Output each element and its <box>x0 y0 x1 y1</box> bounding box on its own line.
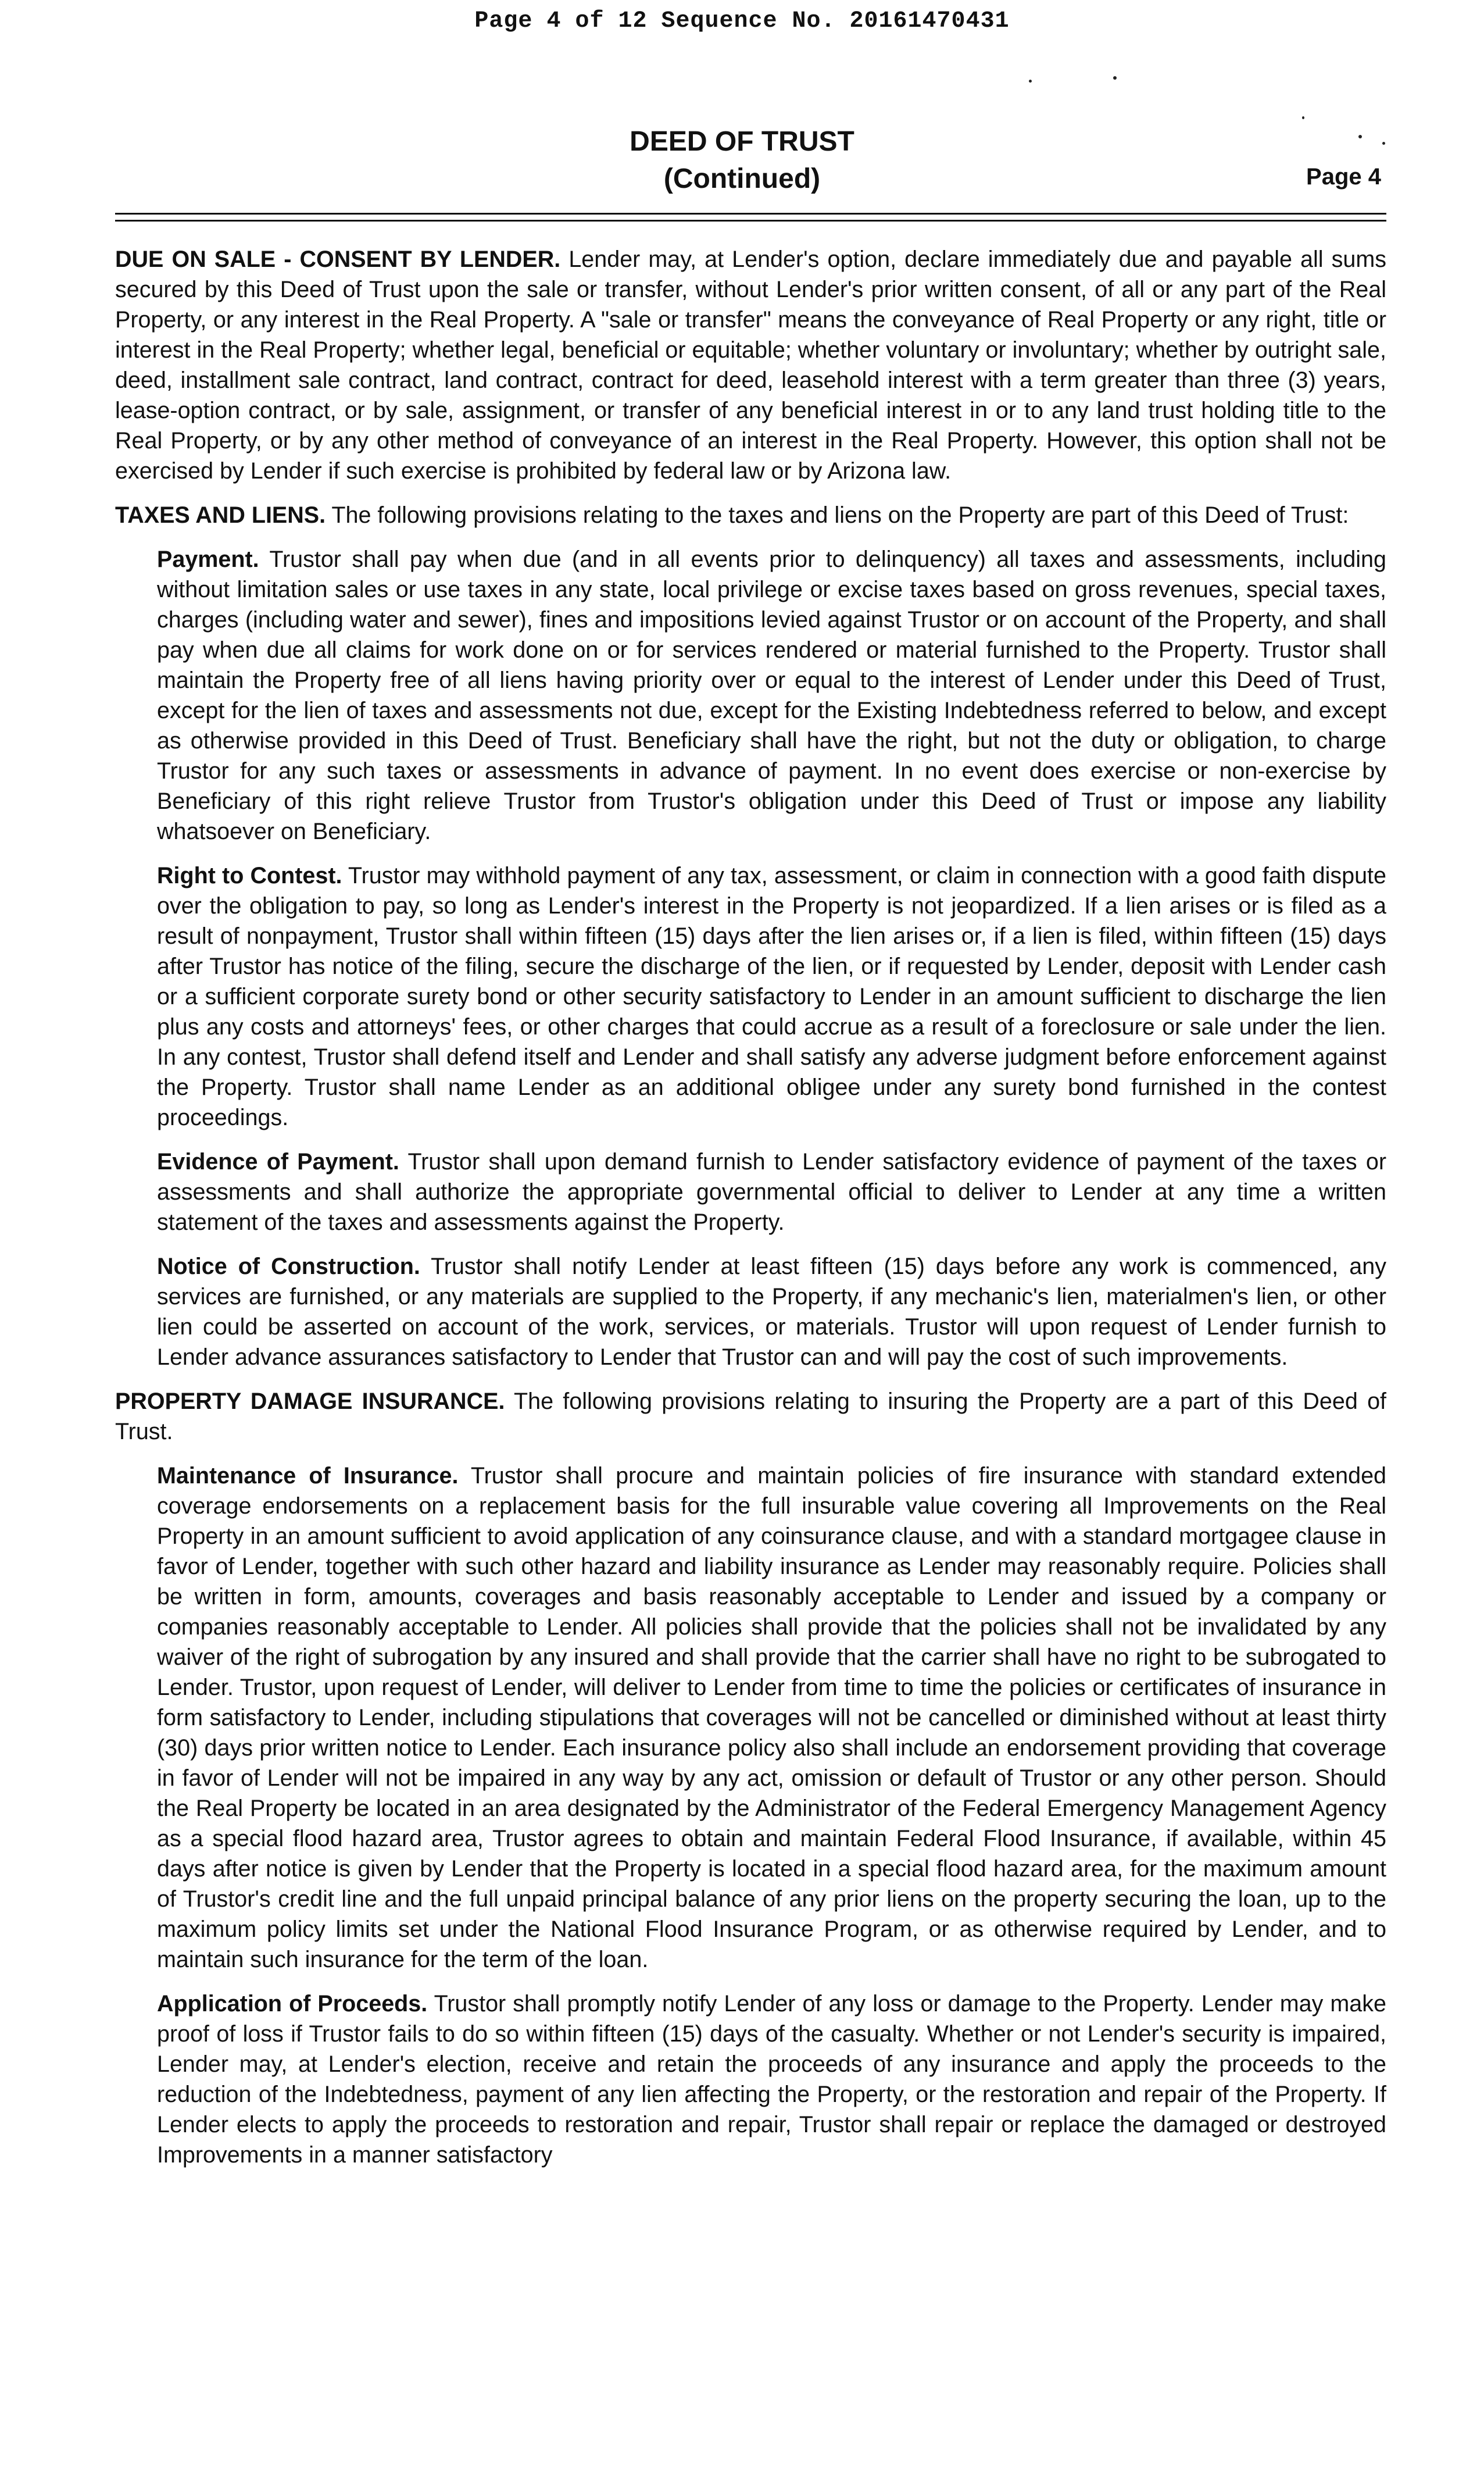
subsection-text: Trustor shall promptly notify Lender of any loss or damage to the Property. Lender may make proof of loss if Trustor fails to do so within fifteen (15) days of the casualty. Whether or not Lender's security is impaired, Lender may, at Lender's election, receive and retain the proceeds of any insurance and apply the proceeds to the reduction of the Indebtedness, payment of any lien affecting the Property, or the restoration and repair of the Property. If Lender elects to apply the proceeds to restoration and repair, Trustor shall repair or replace the damaged or destroyed Improvements in a manner satisfactory <box>157 1991 1386 2168</box>
subsection-payment <box>157 544 1386 847</box>
sequence-label: Sequence No. <box>661 8 836 34</box>
page-total: 12 <box>618 8 648 34</box>
subsection-heading: Evidence of Payment. <box>157 1149 399 1175</box>
section-heading: PROPERTY DAMAGE INSURANCE. <box>115 1389 505 1414</box>
subsection-maintenance-of-insurance <box>157 1461 1386 1975</box>
page-label: Page 4 <box>1306 164 1381 190</box>
section-text: Lender may, at Lender's option, declare immediately due and payable all sums secured by this Deed of Trust upon the sale or transfer, without Lender's prior written consent, of all or any part of the Real Property, or any interest in the Real Property. A "sale or transfer" means the conveyance of Real Property or any right, title or interest in the Real Property; whether legal, beneficial or equitable; whether voluntary or involuntary; whether by outright sale, deed, installment sale contract, land contract, contract for deed, leasehold interest with a term greater than three (3) years, lease-option contract, or by sale, assignment, or transfer of any beneficial interest in or to any land trust holding title to the Real Property, or by any other method of conveyance of an interest in the Real Property. However, this option shall not be exercised by Lender if such exercise is prohibited by federal law or by Arizona law. <box>115 247 1386 484</box>
title-line-1: DEED OF TRUST <box>630 126 854 157</box>
sequence-number: 20161470431 <box>849 8 1010 34</box>
subsection-evidence-of-payment <box>157 1147 1386 1237</box>
subsection-heading: Notice of Construction. <box>157 1254 420 1279</box>
page-word: Page <box>474 8 533 34</box>
document-title <box>0 123 1484 198</box>
scan-speck <box>1113 76 1117 80</box>
subsection-right-to-contest <box>157 861 1386 1133</box>
section-text: The following provisions relating to insuring the Property are a part of this Deed of Trust. <box>115 1389 1387 1444</box>
section-property-damage-insurance <box>115 1386 1386 1447</box>
page-sequence-header <box>0 8 1484 34</box>
section-taxes-and-liens <box>115 500 1386 530</box>
subsection-text: Trustor shall pay when due (and in all events prior to delinquency) all taxes and assessments, including without limitation sales or use taxes in any state, local privilege or excise taxes based on gross revenues, special taxes, charges (including water and sewer), fines and impositions levied against Trustor or on account of the Property, and shall pay when due all claims for work done on or for services rendered or material furnished to the Property. Trustor shall maintain the Property free of all liens having priority over or equal to the interest of Lender under this Deed of Trust, except for the lien of taxes and assessments not due, except for the Existing Indebtedness referred to below, and except as otherwise provided in this Deed of Trust. Beneficiary shall have the right, but not the duty or obligation, to charge Trustor for any such taxes or assessments in advance of payment. In no event does exercise or non-exercise by Beneficiary of this right relieve Trustor from Trustor's obligation under this Deed of Trust or impose any liability whatsoever on Beneficiary. <box>157 547 1386 844</box>
section-text: The following provisions relating to the taxes and liens on the Property are part of this Deed of Trust: <box>331 502 1349 528</box>
page-number: 4 <box>546 8 562 34</box>
subsection-heading: Maintenance of Insurance. <box>157 1463 459 1489</box>
subsection-text: Trustor shall notify Lender at least fifteen (15) days before any work is commenced, any services are furnished, or any materials are supplied to the Property, if any mechanic's lien, materialmen's lien, or other lien could be asserted on account of the work, services, or materials. Trustor will upon request of Lender furnish to Lender advance assurances satisfactory to Lender that Trustor can and will pay the cost of such improvements. <box>157 1254 1386 1370</box>
scan-speck <box>1302 116 1304 119</box>
header-divider-top <box>115 213 1386 215</box>
subsection-heading: Right to Contest. <box>157 863 342 888</box>
header-divider-bottom <box>115 220 1386 222</box>
subsection-text: Trustor shall upon demand furnish to Lender satisfactory evidence of payment of the taxes or assessments and shall authorize the appropriate governmental official to deliver to Lender at any time a written statement of the taxes and assessments against the Property. <box>157 1149 1386 1235</box>
subsection-text: Trustor may withhold payment of any tax, assessment, or claim in connection with a good faith dispute over the obligation to pay, so long as Lender's interest in the Property is not jeopardized. If a lien arises or is filed as a result of nonpayment, Trustor shall within fifteen (15) days after the lien arises or, if a lien is filed, within fifteen (15) days after Trustor has notice of the filing, secure the discharge of the lien, or if requested by Lender, deposit with Lender cash or a sufficient corporate surety bond or other security satisfactory to Lender in an amount sufficient to discharge the lien plus any costs and attorneys' fees, or other charges that could accrue as a result of a foreclosure or sale under the lien. In any contest, Trustor shall defend itself and Lender and shall satisfy any adverse judgment before enforcement against the Property. Trustor shall name Lender as an additional obligee under any surety bond furnished in the contest proceedings. <box>157 863 1386 1130</box>
scan-speck <box>1029 80 1032 83</box>
subsection-text: Trustor shall procure and maintain policies of fire insurance with standard extended coverage endorsements on a replacement basis for the full insurable value covering all Improvements on the Real Property in an amount sufficient to avoid application of any coinsurance clause, and with a standard mortgagee clause in favor of Lender, together with such other hazard and liability insurance as Lender may reasonably require. Policies shall be written in form, amounts, coverages and basis reasonably acceptable to Lender and issued by a company or companies reasonably acceptable to Lender. All policies shall provide that the policies shall not be invalidated by any waiver of the right of subrogation by any insured and shall provide that the carrier shall have no right to be subrogated to Lender. Trustor, upon request of Lender, will deliver to Lender from time to time the policies or certificates of insurance in form satisfactory to Lender, including stipulations that coverages will not be cancelled or diminished without at least thirty (30) days prior written notice to Lender. Each insurance policy also shall include an endorsement providing that coverage in favor of Lender will not be impaired in any way by any act, omission or default of Trustor or any other person. Should the Real Property be located in an area designated by the Administrator of the Federal Emergency Management Agency as a special flood hazard area, Trustor agrees to obtain and maintain Federal Flood Insurance, if available, within 45 days after notice is given by Lender that the Property is located in a special flood hazard area, for the maximum amount of Trustor's credit line and the full unpaid principal balance of any prior liens on the property securing the loan, up to the maximum policy limits set under the National Flood Insurance Program, or as otherwise required by Lender, and to maintain such insurance for the term of the loan. <box>157 1463 1386 1972</box>
title-line-2: (Continued) <box>663 163 821 194</box>
section-heading: TAXES AND LIENS. <box>115 502 326 528</box>
document-body <box>115 244 1386 2184</box>
section-due-on-sale <box>115 244 1386 486</box>
subsection-notice-of-construction <box>157 1251 1386 1372</box>
of-word: of <box>575 8 605 34</box>
section-heading: DUE ON SALE - CONSENT BY LENDER. <box>115 247 561 272</box>
subsection-application-of-proceeds <box>157 1989 1386 2170</box>
subsection-heading: Application of Proceeds. <box>157 1991 428 2017</box>
subsection-heading: Payment. <box>157 547 259 572</box>
